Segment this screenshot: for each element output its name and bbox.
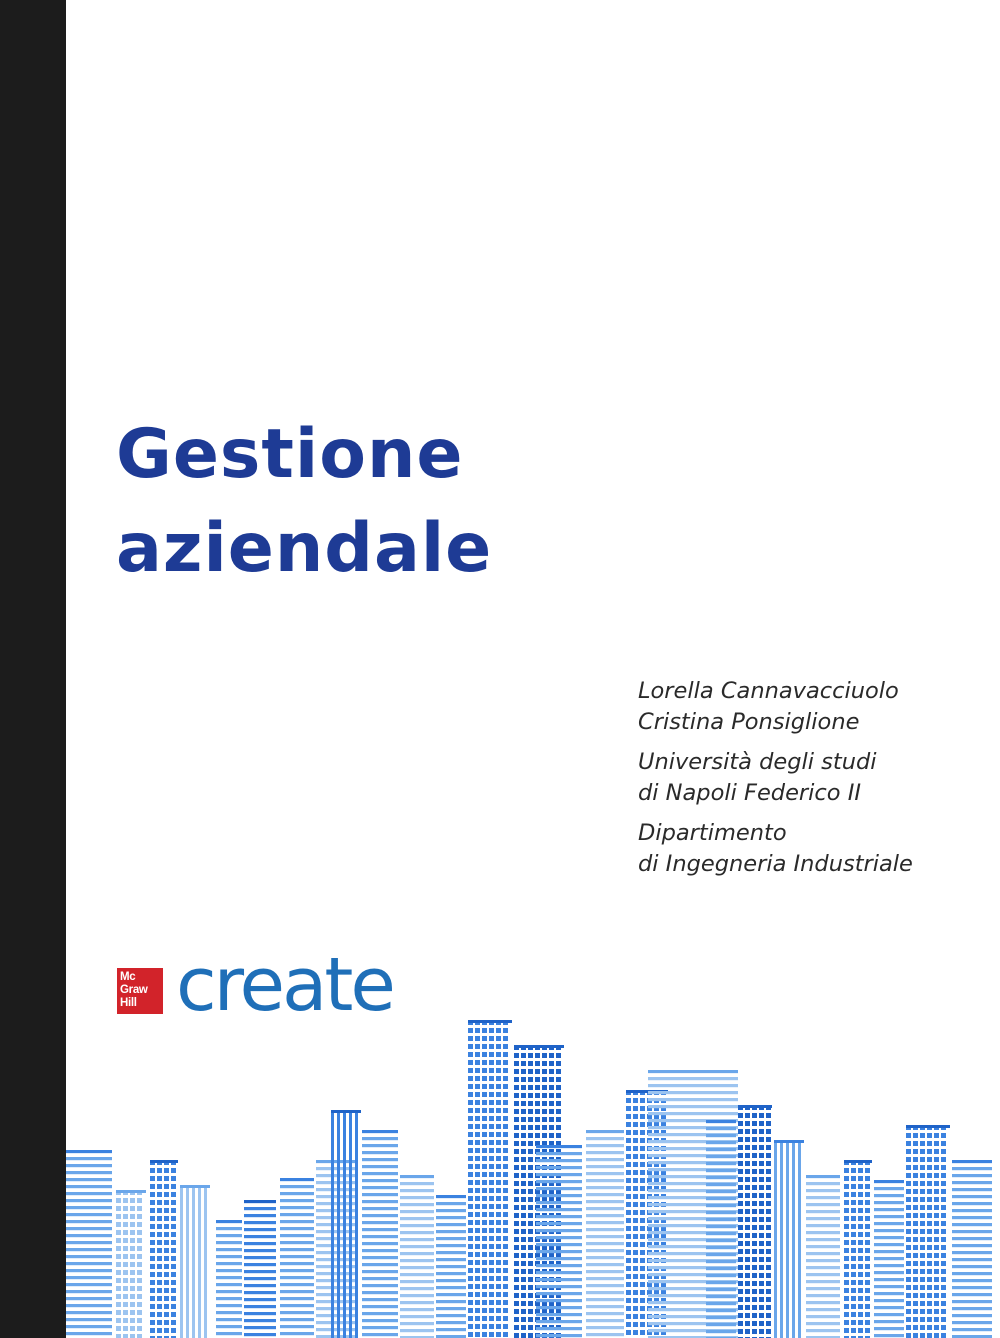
skyline-building bbox=[216, 1220, 242, 1335]
skyline-building bbox=[116, 1190, 146, 1338]
skyline-building bbox=[400, 1175, 434, 1338]
skyline-building bbox=[362, 1130, 398, 1336]
department bbox=[638, 818, 913, 880]
skyline-building bbox=[150, 1160, 178, 1338]
skyline-building bbox=[774, 1140, 804, 1338]
skyline-building bbox=[468, 1020, 512, 1337]
city-skyline-illustration bbox=[66, 1010, 1000, 1338]
skyline-building bbox=[586, 1130, 624, 1336]
authors bbox=[638, 676, 913, 738]
skyline-building bbox=[738, 1105, 772, 1338]
university-line: Università degli studi bbox=[638, 749, 877, 775]
skyline-building bbox=[244, 1200, 276, 1336]
department-line: Dipartimento bbox=[638, 820, 787, 846]
author-name: Cristina Ponsiglione bbox=[638, 709, 860, 735]
author-name: Lorella Cannavacciuolo bbox=[638, 678, 899, 704]
book-title bbox=[116, 408, 492, 596]
title-line-2: aziendale bbox=[116, 509, 493, 588]
logo-line: Graw bbox=[120, 984, 148, 996]
author-info bbox=[638, 676, 913, 889]
title-line-1: Gestione bbox=[116, 415, 464, 494]
skyline-building bbox=[66, 1150, 112, 1335]
skyline-building bbox=[806, 1175, 840, 1338]
department-line: di Ingegneria Industriale bbox=[638, 851, 913, 877]
book-spine bbox=[0, 0, 66, 1338]
university-line: di Napoli Federico II bbox=[638, 780, 861, 806]
skyline-building bbox=[280, 1178, 314, 1335]
skyline-building bbox=[952, 1160, 992, 1338]
logo-line: Mc bbox=[120, 971, 136, 983]
create-brand: create bbox=[176, 942, 393, 1028]
logo-line: Hill bbox=[120, 997, 137, 1009]
skyline-building bbox=[436, 1195, 466, 1338]
skyline-building bbox=[706, 1120, 736, 1338]
mcgraw-hill-logo bbox=[117, 968, 163, 1014]
skyline-building bbox=[844, 1160, 872, 1338]
university bbox=[638, 747, 913, 809]
skyline-building bbox=[906, 1125, 950, 1338]
skyline-building bbox=[180, 1185, 210, 1338]
skyline-building bbox=[874, 1180, 904, 1337]
